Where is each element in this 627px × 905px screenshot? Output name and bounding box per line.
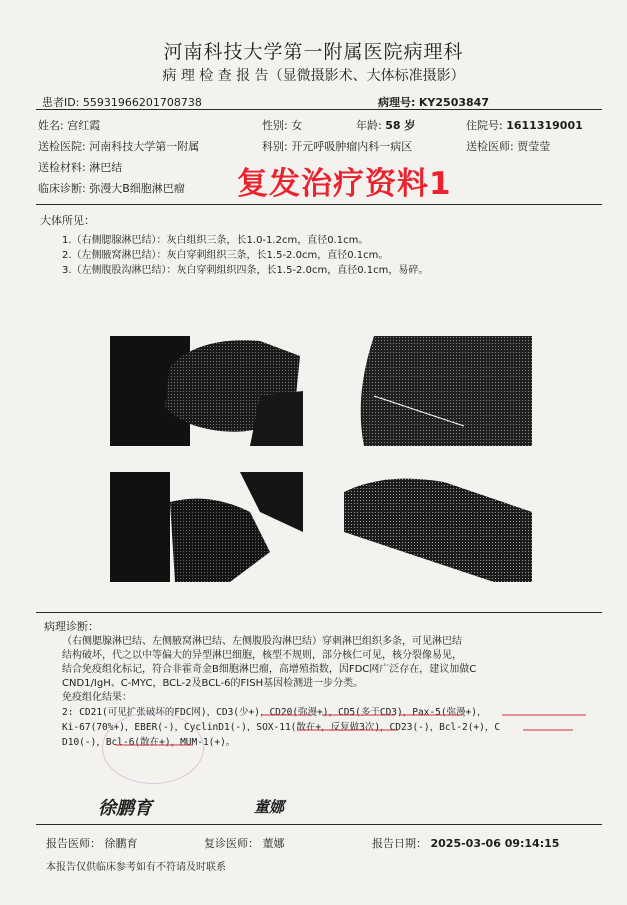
gross-line-3: 3.（左侧腹股沟淋巴结）：灰白穿刺组织四条，长1.5-2.0cm，直径0.1cm，易碎。: [62, 265, 429, 276]
ihc-line-2: Ki-67(70%+)，EBER(-)，CyclinD1(-)，SOX-11(散在+，反复做3次)，CD23(-)，Bcl-2(+)，C: [62, 722, 501, 733]
overlay-label: 复发治疗资料1: [237, 166, 452, 202]
hospital-label: 送检医院:: [38, 140, 86, 153]
report-date-label: 报告日期：: [372, 837, 427, 850]
age-value: 58 岁: [385, 119, 416, 132]
review-doctor-label: 复诊医师：: [204, 837, 259, 850]
inpatient-value: 1611319001: [506, 119, 583, 132]
clinical-label: 临床诊断:: [38, 182, 86, 195]
report-date-value: 2025-03-06 09:14:15: [430, 837, 560, 850]
sex-label: 性别:: [262, 119, 288, 132]
department-label: 科别:: [262, 140, 288, 153]
patient-id-value: 55931966201708738: [82, 96, 202, 109]
pathology-number-value: KY2503847: [418, 96, 489, 109]
diagnosis-line-4: CND1/IgH、C-MYC，BCL-2及BCL-6的FISH基因检测进一步分类。: [62, 678, 364, 689]
gross-label: 大体所见：: [40, 214, 95, 227]
department-value: 开元呼吸肿瘤内科一病区: [291, 140, 413, 153]
gross-line-1: 1.（右侧腮腺淋巴结）：灰白组织三条，长1.0-1.2cm，直径0.1cm。: [62, 235, 369, 246]
ihc-line-3: D10(-)，Bcl-6(散在+)，MUM-1(+)。: [62, 737, 236, 748]
diagnosis-line-3: 结合免疫组化标记，符合非霍奇金B细胞淋巴瘤，高增殖指数，因FDC网广泛存在，建议加做C: [62, 664, 477, 675]
diagnosis-label: 病理诊断：: [44, 620, 99, 633]
report-title: 病 理 检 查 报 告（显微摄影术、大体标准摄影）: [162, 68, 465, 84]
age-label: 年龄:: [356, 119, 382, 132]
report-doctor-value: 徐鹏育: [104, 837, 138, 850]
patient-name-value: 宫红霞: [67, 119, 101, 132]
hospital-stamp: [102, 712, 204, 784]
gross-line-2: 2.（左侧腋窝淋巴结）：灰白穿刺组织三条，长1.5-2.0cm，直径0.1cm。: [62, 250, 389, 261]
pathology-number-label: 病理号:: [378, 96, 416, 109]
material-value: 淋巴结: [89, 161, 123, 174]
hospital-title: 河南科技大学第一附属医院病理科: [163, 41, 464, 63]
patient-name-label: 姓名:: [38, 119, 64, 132]
disclaimer: 本报告仅供临床参考如有不符请及时联系: [46, 862, 226, 873]
signature-reporter: 徐鹏育: [98, 798, 152, 819]
review-doctor-row: [204, 835, 285, 851]
doctor-value: 贾莹莹: [517, 140, 551, 153]
patient-id-label: 患者ID:: [42, 96, 80, 109]
divider-footer: [36, 824, 602, 825]
ihc-label: 免疫组化结果：: [62, 692, 132, 703]
signature-reviewer: 董娜: [254, 798, 285, 816]
report-doctor-label: 报告医师：: [46, 837, 101, 850]
inpatient-label: 住院号:: [466, 119, 503, 132]
clinical-value: 弥漫大B细胞淋巴瘤: [89, 182, 185, 195]
diagnosis-line-1: （右侧腮腺淋巴结、左侧腋窝淋巴结、左侧腹股沟淋巴结）穿刺淋巴组织多条，可见淋巴结: [62, 636, 462, 647]
diagnosis-line-2: 结构破坏，代之以中等偏大的异型淋巴细胞，核型不规则，部分核仁可见，核分裂像易见，: [62, 650, 462, 661]
report-doctor-row: [46, 835, 138, 851]
material-label: 送检材料:: [38, 161, 86, 174]
hospital-value: 河南科技大学第一附属: [89, 140, 200, 153]
report-date-row: [372, 835, 559, 851]
review-doctor-value: 董娜: [262, 837, 285, 850]
ihc-line-1: 2: CD21(可见扩张破坏的FDC网)，CD3(少+)，CD20(弥漫+)，CD5(多于CD3)，Pax-5(弥漫+)，: [62, 707, 487, 718]
doctor-label: 送检医师:: [466, 140, 514, 153]
sex-value: 女: [291, 119, 303, 132]
